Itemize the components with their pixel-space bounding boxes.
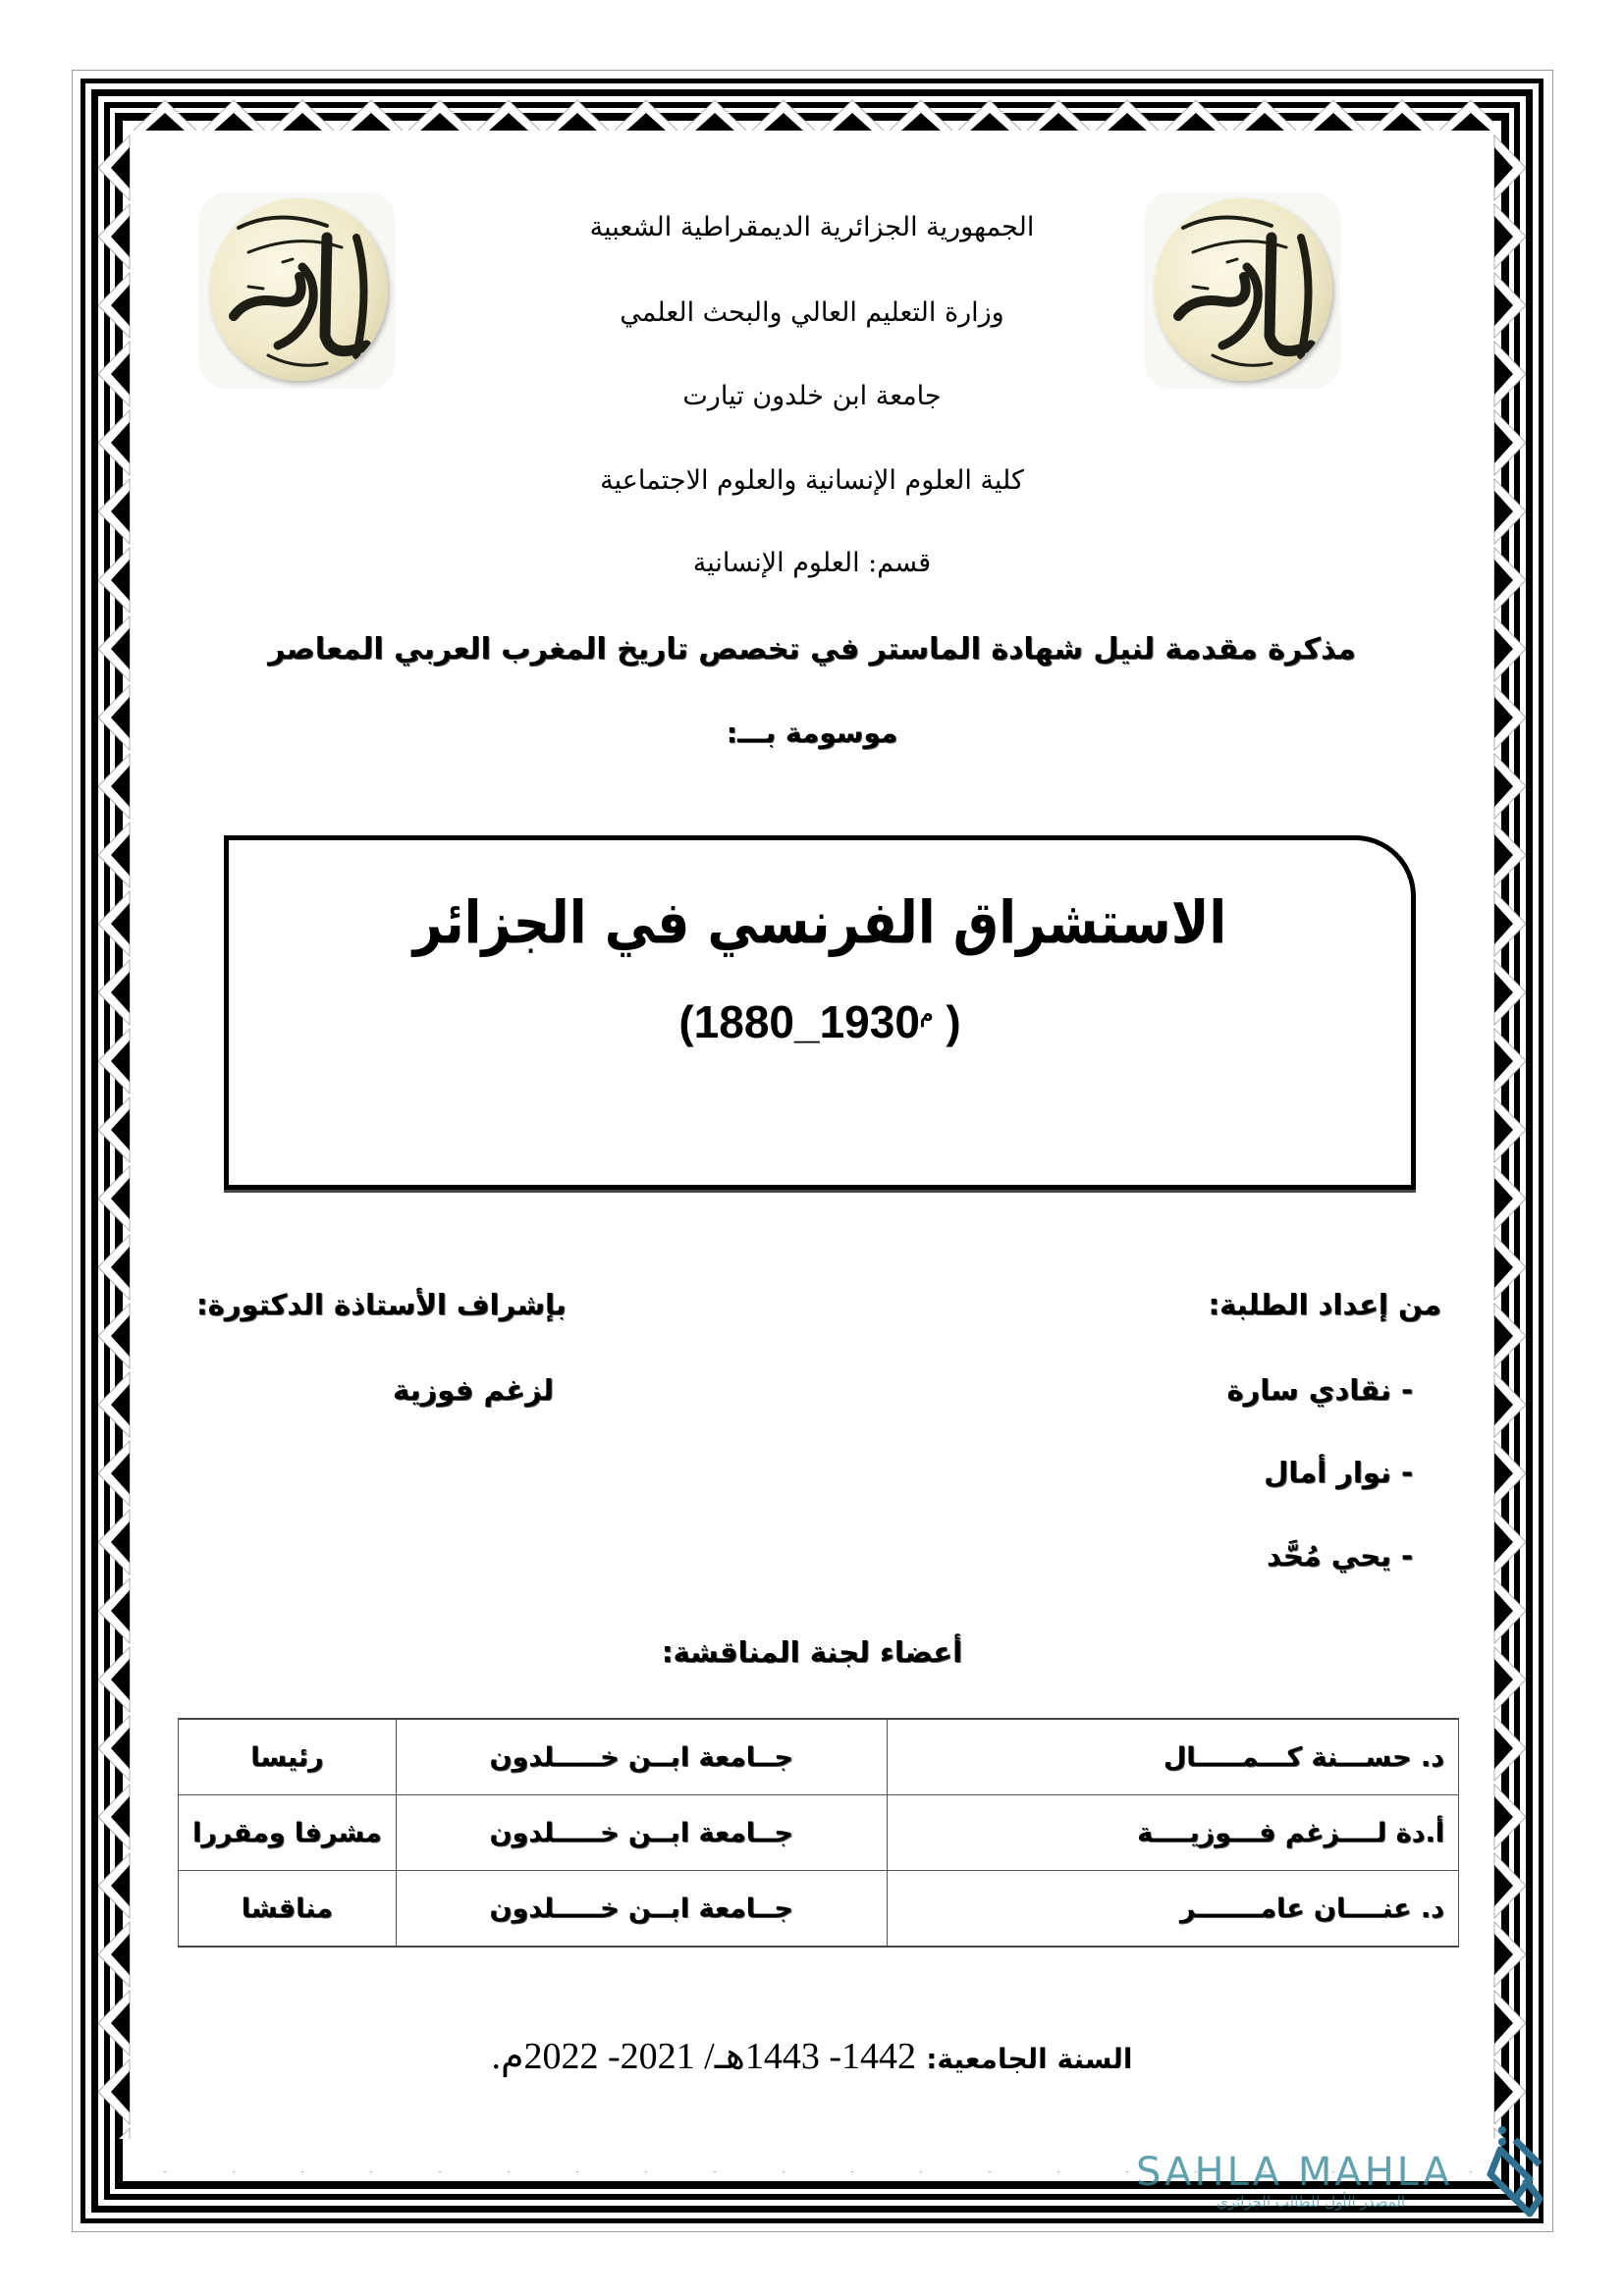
jury-member-role: مشرفا ومقررا — [179, 1795, 397, 1871]
author-name: - يحي مُحَّد — [1267, 1539, 1413, 1573]
supervisor-name: لزغم فوزية — [393, 1373, 554, 1407]
thesis-purpose: مذكرة مقدمة لنيل شهادة الماستر في تخصص تاريخ المغرب العربي المعاصر — [268, 632, 1356, 667]
faculty-name: كلية العلوم الإنسانية والعلوم الاجتماعية — [600, 465, 1024, 496]
frame-triangles-top — [131, 100, 1493, 133]
thesis-title: الاستشراق الفرنسي في الجزائر — [412, 889, 1227, 958]
paren-open: ( — [678, 996, 694, 1047]
department-name: قسم: العلوم الإنسانية — [692, 548, 932, 578]
jury-member-university: جــامعة ابــن خـــــلدون — [396, 1871, 887, 1948]
ministry-name: وزارة التعليم العالي والبحث العلمي — [620, 297, 1004, 328]
titled-label: موسومة بـــ: — [726, 717, 898, 749]
jury-member-name: أ.دة لــــزغم فـــوزيــــة — [887, 1795, 1458, 1871]
frame-triangles-right — [1492, 133, 1526, 2139]
frame-triangles-left — [98, 133, 132, 2139]
author-name: - نوار أمال — [1264, 1456, 1413, 1489]
table-row — [179, 1719, 1459, 1795]
academic-year-value: 1442- 1443هـ/ 2021- 2022م. — [491, 2036, 917, 2077]
table-row — [179, 1795, 1459, 1871]
jury-label: أعضاء لجنة المناقشة: — [661, 1635, 963, 1669]
author-name: - نقادي سارة — [1226, 1373, 1413, 1407]
university-name: جامعة ابن خلدون تيارت — [682, 381, 942, 411]
jury-member-name: د. عنــــان عامـــــــر — [887, 1871, 1458, 1948]
period-suffix: م — [919, 1001, 934, 1027]
watermark-logo-icon — [1481, 2120, 1549, 2222]
supervisor-label: بإشراف الأستاذة الدكتورة: — [196, 1288, 567, 1321]
watermark-tagline: المصدر الأول للطالب الجزائري — [1216, 2193, 1406, 2211]
period-years: 1880_1930 — [693, 996, 920, 1047]
jury-member-university: جــامعة ابــن خـــــلدون — [396, 1795, 887, 1871]
academic-year — [0, 2034, 1624, 2078]
paren-close: ) — [933, 996, 961, 1047]
jury-member-name: د. حســـنة كـــمـــــال — [887, 1719, 1458, 1795]
thesis-period — [229, 995, 1411, 1048]
jury-table — [178, 1718, 1459, 1948]
jury-member-role: مناقشا — [179, 1871, 397, 1948]
thesis-title-box — [224, 835, 1416, 1190]
watermark-brand: SAHLA MAHLA — [1136, 2150, 1453, 2195]
table-row — [179, 1871, 1459, 1948]
jury-member-university: جــامعة ابــن خـــــلدون — [396, 1719, 887, 1795]
academic-year-label: السنة الجامعية: — [926, 2043, 1133, 2075]
jury-member-role: رئيسا — [179, 1719, 397, 1795]
authors-label: من إعداد الطلبة: — [1208, 1288, 1441, 1321]
republic-name: الجمهورية الجزائرية الديمقراطية الشعبية — [589, 212, 1035, 242]
